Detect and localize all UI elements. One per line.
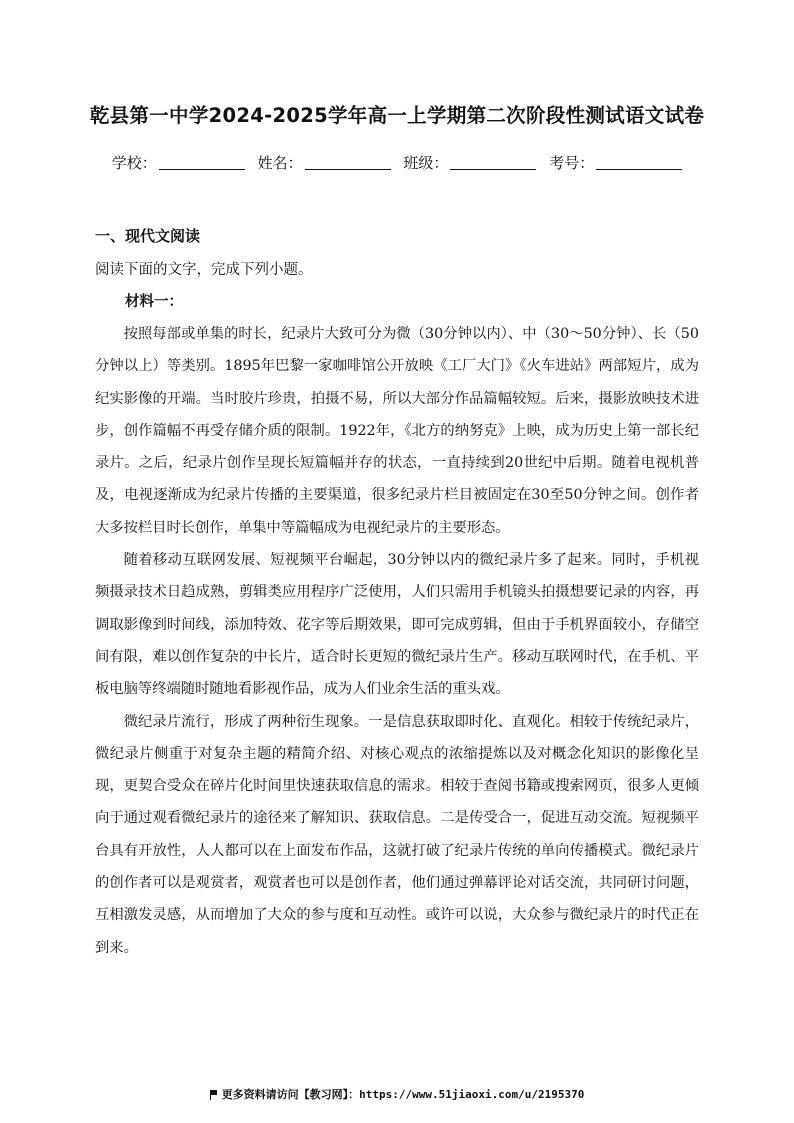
name-label: 姓名： [257, 154, 303, 172]
class-field [403, 152, 536, 173]
name-blank[interactable] [305, 155, 391, 170]
class-label: 班级： [403, 154, 449, 172]
exam-number-label: 考号： [549, 154, 595, 172]
section-heading: 一、现代文阅读 [95, 227, 201, 245]
school-label: 学校： [111, 154, 157, 172]
school-blank[interactable] [159, 155, 245, 170]
reading-passage [95, 318, 699, 964]
footer-link[interactable] [0, 1086, 794, 1102]
passage-paragraph-2: 随着移动互联网发展、短视频平台崛起，30分钟以内的微纪录片多了起来。同时，手机视频摄录技术日趋成熟，剪辑类应用程序广泛使用，人们只需用手机镜头拍摄想要记录的内容，再调取影像到时间线，添加特效、花字等后期效果，即可完成剪辑，但由于手机界面较小，存储空间有限，难以创作复杂的中长片，适合时长更短的微纪录片生产。移动互联网时代，在手机、平板电脑等终端随时随地看影视作品，成为人们业余生活的重头戏。 [95, 552, 699, 698]
school-field [112, 152, 245, 173]
student-info-line [0, 152, 794, 173]
exam-number-field [549, 152, 682, 173]
exam-title: 乾县第一中学2024-2025学年高一上学期第二次阶段性测试语文试卷 [89, 104, 705, 127]
reading-instruction: 阅读下面的文字，完成下列小题。 [95, 262, 313, 278]
exam-number-blank[interactable] [596, 155, 682, 170]
material-label: 材料一： [125, 294, 183, 310]
passage-paragraph-3: 微纪录片流行，形成了两种衍生现象。一是信息获取即时化、直观化。相较于传统纪录片，微纪录片侧重于对复杂主题的精简介绍、对核心观点的浓缩提炼以及对概念化知识的影像化呈现，更契合受众在碎片化时间里快速获取信息的需求。相较于查阅书籍或搜索网页，很多人更倾向于通过观看微纪录片的途径来了解知识、获取信息。二是传受合一，促进互动交流。短视频平台具有开放性，人人都可以在上面发布作品，这就打破了纪录片传统的单向传播模式。微纪录片的创作者可以是观赏者，观赏者也可以是创作者，他们通过弹幕评论对话交流，共同研讨问题，互相激发灵感，从而增加了大众的参与度和互动性。或许可以说，大众参与微纪录片的时代正在到来。 [95, 713, 699, 956]
class-blank[interactable] [450, 155, 536, 170]
name-field [258, 152, 391, 173]
passage-paragraph-1: 按照每部或单集的时长，纪录片大致可分为微（30分钟以内）、中（30～50分钟）、长（50分钟以上）等类别。1895年巴黎一家咖啡馆公开放映《工厂大门》《火车进站》两部短片，成为纪实影像的开端。当时胶片珍贵，拍摄不易，所以大部分作品篇幅较短。后来，摄影放映技术进步，创作篇幅不再受存储介质的限制。1922年，《北方的纳努克》上映，成为历史上第一部长纪录片。之后，纪录片创作呈现长短篇幅并存的状态，一直持续到20世纪中后期。随着电视机普及，电视逐渐成为纪录片传播的主要渠道，很多纪录片栏目被固定在30至50分钟之间。创作者大多按栏目时长创作，单集中等篇幅成为电视纪录片的主要形态。 [95, 326, 699, 536]
footer-text: 更多资料请访问【教习网】：https://www.51jiaoxi.com/u/2195370 [221, 1088, 585, 1101]
flag-icon [210, 1090, 218, 1099]
